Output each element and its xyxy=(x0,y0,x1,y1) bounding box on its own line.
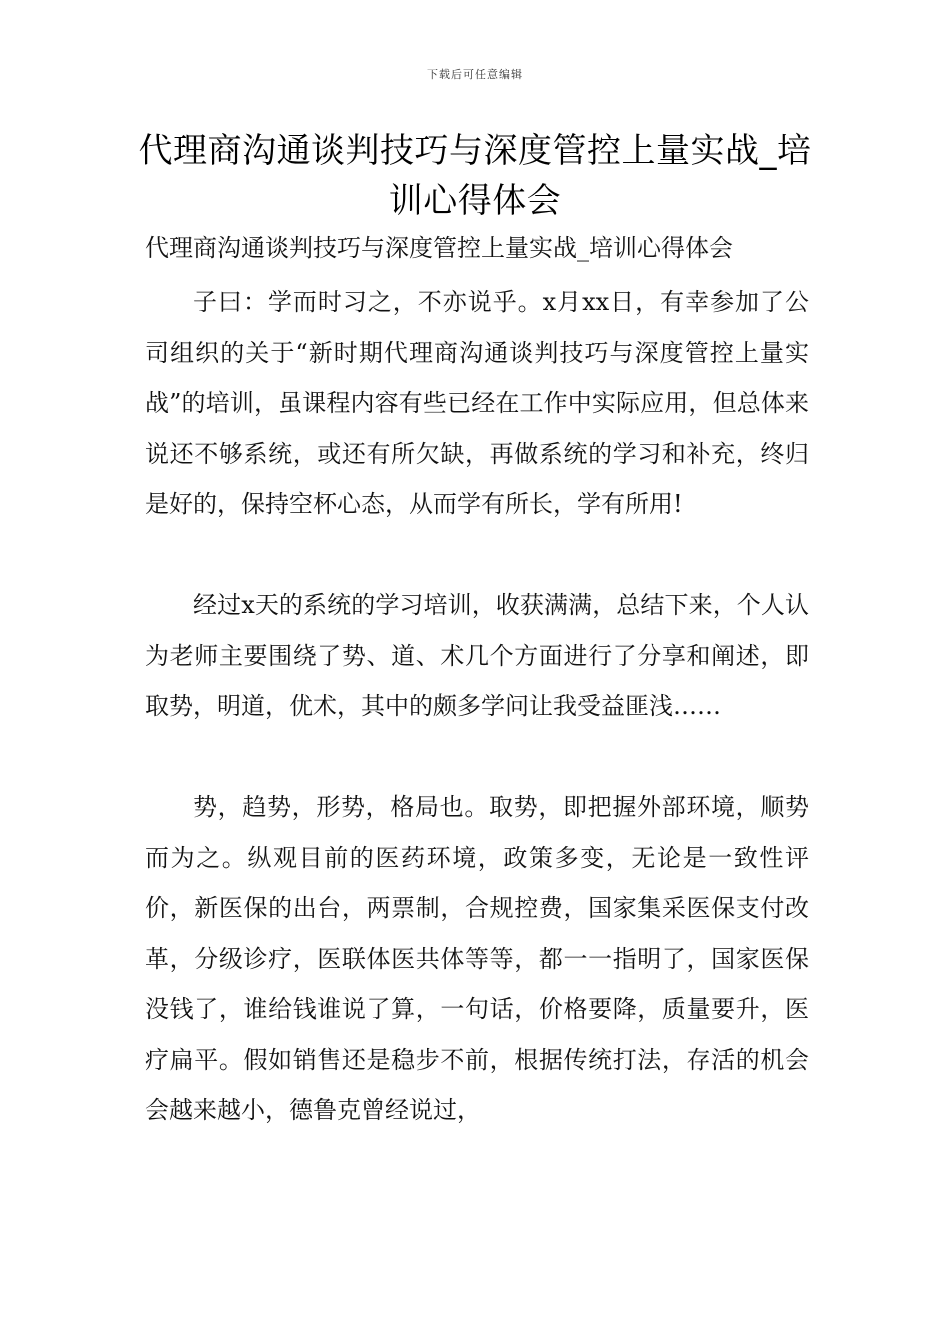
paragraph-1: 子曰：学而时习之，不亦说乎。x月xx日，有幸参加了公司组织的关于“新时期代理商沟通谈判技巧与深度管控上量实战”的培训，虽课程内容有些已经在工作中实际应用，但总体来说还不够系统，或还有所欠缺，再做系统的学习和补充，终归是好的，保持空杯心态，从而学有所长，学有所用! xyxy=(145,288,809,518)
paragraph-spacer xyxy=(145,732,809,783)
document-subtitle: 代理商沟通谈判技巧与深度管控上量实战_培训心得体会 xyxy=(145,234,733,262)
paragraph-3: 势，趋势，形势，格局也。取势，即把握外部环境，顺势而为之。纵观目前的医药环境，政策多变，无论是一致性评价，新医保的出台，两票制，合规控费，国家集采医保支付改革，分级诊疗，医联体医共体等等，都一一指明了，国家医保没钱了，谁给钱谁说了算，一句话，价格要降，质量要升，医疗扁平。假如销售还是稳步不前，根据传统打法，存活的机会会越来越小，德鲁克曾经说过， xyxy=(145,793,809,1124)
header-note: 下载后可任意编辑 xyxy=(427,68,523,81)
paragraph-2: 经过x天的系统的学习培训，收获满满，总结下来，个人认为老师主要围绕了势、道、术几个方面进行了分享和阐述，即取势，明道，优术，其中的颇多学问让我受益匪浅…… xyxy=(145,591,809,720)
document-body xyxy=(145,277,809,1136)
document-title: 代理商沟通谈判技巧与深度管控上量实战_培训心得体会 xyxy=(138,131,812,221)
paragraph-spacer xyxy=(145,530,809,581)
